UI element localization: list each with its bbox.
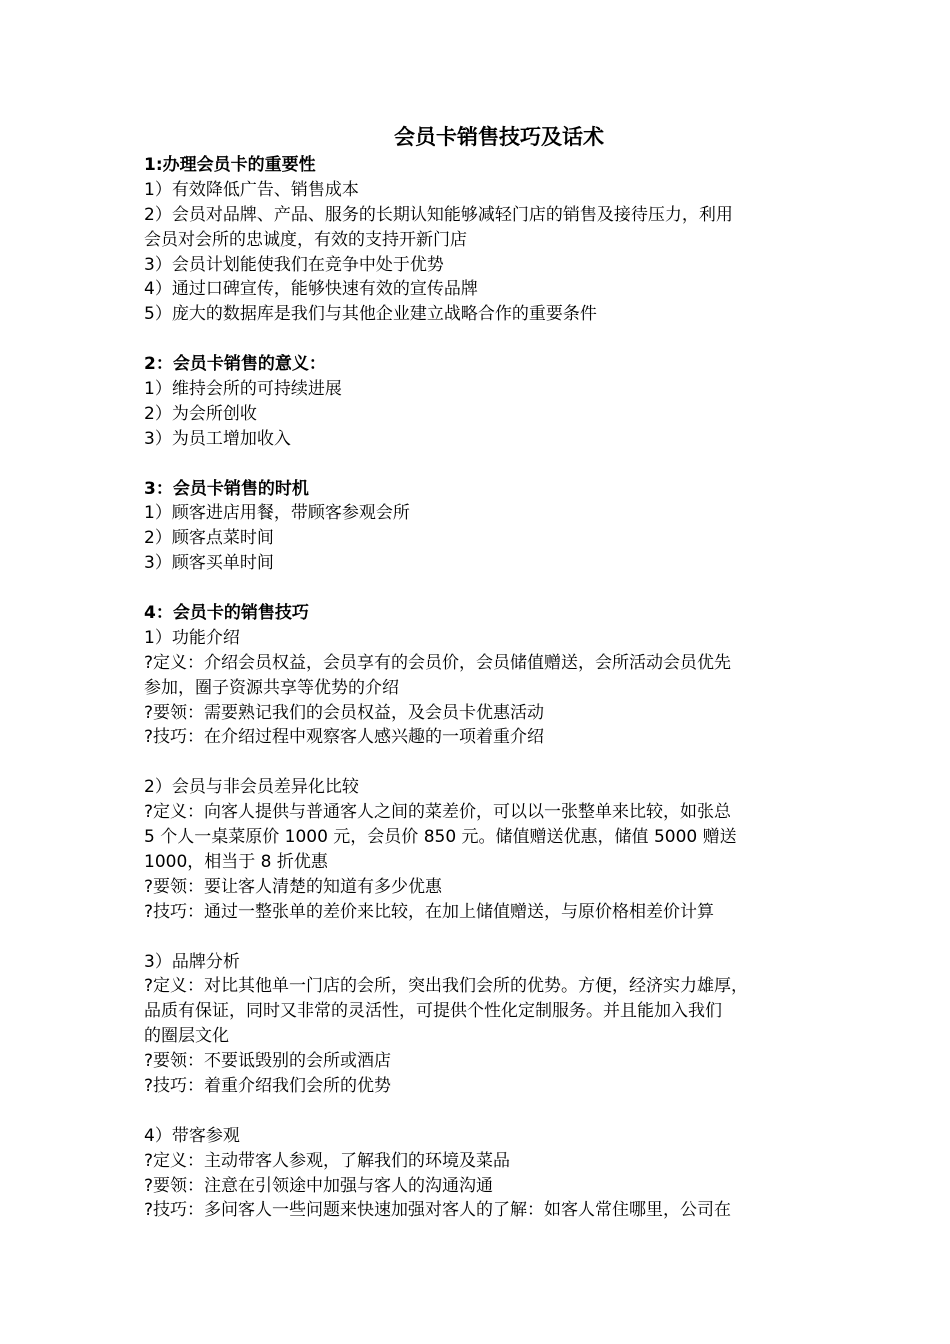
text-line: 3）为员工增加收入 (144, 428, 291, 449)
blank-line (144, 750, 814, 775)
text-line: ?要领：要让客人清楚的知道有多少优惠 (144, 876, 443, 897)
text-line: 4）通过口碑宣传，能够快速有效的宣传品牌 (144, 279, 478, 300)
blank-line (144, 327, 814, 352)
text-line: 品质有保证，同时又非常的灵活性，可提供个性化定制服务。并且能加入我们 (144, 1001, 722, 1022)
section-heading: 2：会员卡销售的意义： (144, 354, 326, 375)
text-line: ?技巧：通过一整张单的差价来比较，在加上储值赠送，与原价格相差价计算 (144, 901, 715, 922)
blank-line (144, 452, 814, 477)
text-line: 5 个人一桌菜原价 1000 元，会员价 850 元。储值赠送优惠，储值 5000 赠送 (144, 827, 737, 848)
text-line: 3）顾客买单时间 (144, 553, 274, 574)
text-line: ?要领：不要诋毁别的会所或酒店 (144, 1051, 392, 1072)
text-line: ?要领：需要熟记我们的会员权益，及会员卡优惠活动 (144, 702, 545, 723)
text-line: 1）顾客进店用餐，带顾客参观会所 (144, 503, 410, 524)
document-body (144, 121, 814, 1223)
text-line: 3）品牌分析 (144, 951, 240, 972)
blank-line (144, 576, 814, 601)
text-line: 4）带客参观 (144, 1125, 240, 1146)
text-line: 1000，相当于 8 折优惠 (144, 851, 328, 872)
text-line: 参加，圈子资源共享等优势的介绍 (144, 677, 399, 698)
text-line: 2）为会所创收 (144, 403, 257, 424)
text-line: 2）会员与非会员差异化比较 (144, 777, 359, 798)
text-line: 3）会员计划能使我们在竞争中处于优势 (144, 254, 444, 275)
text-line: ?定义：介绍会员权益，会员享有的会员价，会员储值赠送，会所活动会员优先 (144, 652, 732, 673)
text-line: ?技巧：多问客人一些问题来快速加强对客人的了解：如客人常住哪里，公司在 (144, 1200, 732, 1221)
text-line: 5）庞大的数据库是我们与其他企业建立战略合作的重要条件 (144, 304, 597, 325)
text-line: ?定义：主动带客人参观，了解我们的环境及菜品 (144, 1150, 511, 1171)
section-heading: 1:办理会员卡的重要性 (144, 155, 316, 175)
blank-line (144, 925, 814, 950)
document-lines (144, 153, 814, 1223)
section-heading: 4：会员卡的销售技巧 (144, 603, 309, 624)
section-heading: 3：会员卡销售的时机 (144, 478, 309, 499)
text-line: ?技巧：在介绍过程中观察客人感兴趣的一项着重介绍 (144, 727, 545, 748)
text-line: 1）有效降低广告、销售成本 (144, 179, 359, 200)
document-title: 会员卡销售技巧及话术 (394, 125, 604, 149)
text-line: 2）顾客点菜时间 (144, 528, 274, 549)
text-line: ?定义：对比其他单一门店的会所，突出我们会所的优势。方便，经济实力雄厚， (144, 976, 749, 997)
text-line: 的圈层文化 (144, 1026, 229, 1047)
text-line: 1）功能介绍 (144, 627, 240, 648)
text-line: ?要领：注意在引领途中加强与客人的沟通沟通 (144, 1175, 494, 1196)
text-line: ?定义：向客人提供与普通客人之间的菜差价，可以以一张整单来比较，如张总 (144, 802, 732, 823)
blank-line (144, 1099, 814, 1124)
text-line: ?技巧：着重介绍我们会所的优势 (144, 1075, 392, 1096)
text-line: 2）会员对品牌、产品、服务的长期认知能够减轻门店的销售及接待压力，利用 (144, 204, 733, 225)
text-line: 会员对会所的忠诚度，有效的支持开新门店 (144, 229, 467, 250)
text-line: 1）维持会所的可持续进展 (144, 379, 342, 400)
